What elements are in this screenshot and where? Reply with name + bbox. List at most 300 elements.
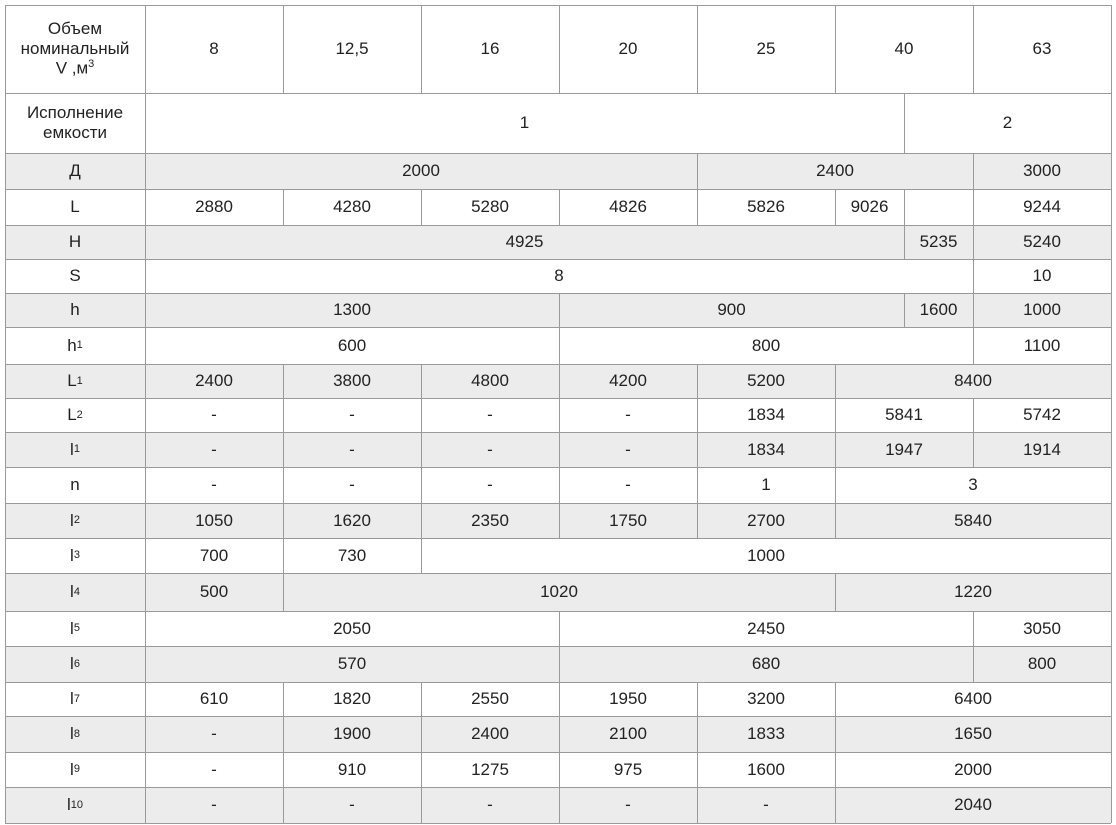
table-cell: 6400 xyxy=(954,689,992,709)
grid-hline xyxy=(5,93,1111,94)
table-cell: 900 xyxy=(717,300,746,320)
volume-header-cell: 25 xyxy=(756,39,776,59)
grid-vline xyxy=(145,93,146,153)
volume-header-cell: 63 xyxy=(1032,39,1052,59)
row-label-subscript: 1 xyxy=(76,339,83,352)
grid-vline xyxy=(145,293,146,327)
table-cell: 3200 xyxy=(747,689,785,709)
volume-header-cell: 8 xyxy=(209,39,219,59)
grid-vline xyxy=(973,327,974,364)
header-label xyxy=(5,5,145,93)
grid-vline xyxy=(973,225,974,259)
grid-vline xyxy=(1111,432,1112,467)
grid-vline xyxy=(421,752,422,787)
table-cell: 4925 xyxy=(505,232,544,252)
table-cell: 1000 xyxy=(747,545,785,565)
unit-exponent: 3 xyxy=(88,58,95,71)
table-cell: 3 xyxy=(968,475,978,495)
grid-vline xyxy=(1111,5,1112,93)
grid-vline xyxy=(421,682,422,716)
row-label xyxy=(5,93,145,153)
grid-vline xyxy=(5,611,6,646)
grid-vline xyxy=(973,432,974,467)
table-cell: 2400 xyxy=(471,724,509,744)
header-label-text xyxy=(21,19,130,78)
table-cell: - xyxy=(625,475,631,495)
volume-header-cell: 16 xyxy=(480,39,500,59)
table-cell: 1834 xyxy=(747,439,785,459)
row-label-line: Исполнение xyxy=(26,103,124,123)
row-label-text: l xyxy=(70,724,74,744)
grid-vline xyxy=(904,293,905,327)
grid-vline xyxy=(559,787,560,823)
table-cell: 600 xyxy=(337,335,367,355)
table-cell: - xyxy=(349,405,355,425)
row-label-text: H xyxy=(68,232,82,252)
grid-vline xyxy=(835,716,836,752)
grid-vline xyxy=(145,538,146,573)
table-cell: 5742 xyxy=(1023,405,1061,425)
grid-vline xyxy=(283,787,284,823)
grid-vline xyxy=(5,364,6,398)
table-cell: 5840 xyxy=(954,510,992,530)
grid-vline xyxy=(1111,467,1112,503)
grid-vline xyxy=(5,752,6,787)
table-cell: 1220 xyxy=(954,582,992,602)
volume-header-cell: 12,5 xyxy=(335,39,369,59)
table-cell: 2100 xyxy=(609,724,647,744)
header-label-line: номинальный xyxy=(20,38,130,58)
grid-vline xyxy=(973,398,974,432)
grid-vline xyxy=(1111,716,1112,752)
grid-vline xyxy=(421,364,422,398)
table-cell: 1300 xyxy=(333,300,371,320)
row-label-subscript: 1 xyxy=(73,443,80,456)
grid-hline xyxy=(5,327,1111,328)
grid-vline xyxy=(697,467,698,503)
grid-vline xyxy=(5,293,6,327)
row-label-subscript: 9 xyxy=(73,763,80,776)
table-cell: - xyxy=(349,439,355,459)
table-cell: 2000 xyxy=(954,759,992,779)
grid-vline xyxy=(1111,327,1112,364)
table-cell: - xyxy=(625,439,631,459)
table-cell: 4280 xyxy=(333,197,371,217)
grid-hline xyxy=(5,432,1111,433)
table-cell: - xyxy=(625,405,631,425)
grid-vline xyxy=(1111,153,1112,189)
grid-vline xyxy=(835,467,836,503)
table-cell: 700 xyxy=(199,545,229,565)
grid-vline xyxy=(421,467,422,503)
grid-vline xyxy=(697,503,698,538)
grid-vline xyxy=(697,398,698,432)
grid-hline xyxy=(5,611,1111,612)
grid-hline xyxy=(5,682,1111,683)
header-label-line: V $,м^3$ xyxy=(55,58,95,79)
grid-vline xyxy=(1111,93,1112,153)
table-cell: 1834 xyxy=(747,405,785,425)
grid-vline xyxy=(559,503,560,538)
grid-vline xyxy=(697,432,698,467)
grid-vline xyxy=(559,682,560,716)
grid-vline xyxy=(697,364,698,398)
row-label xyxy=(5,259,145,293)
grid-vline xyxy=(145,225,146,259)
grid-vline xyxy=(835,189,836,225)
table-cell: 2 xyxy=(1002,113,1013,133)
table-cell: 1000 xyxy=(1023,300,1061,320)
grid-vline xyxy=(145,646,146,682)
table-cell: 1100 xyxy=(1023,335,1061,355)
grid-hline xyxy=(5,153,1111,154)
grid-vline xyxy=(835,432,836,467)
row-label-text: l xyxy=(70,654,74,674)
table-cell: 5841 xyxy=(885,405,923,425)
grid-vline xyxy=(697,752,698,787)
table-cell: 1833 xyxy=(747,724,785,744)
grid-hline xyxy=(5,398,1111,399)
grid-vline xyxy=(145,432,146,467)
row-label-subscript: 2 xyxy=(73,514,80,527)
table-cell: - xyxy=(211,795,217,815)
row-label xyxy=(5,503,145,538)
row-label xyxy=(5,682,145,716)
table-cell: 500 xyxy=(199,582,229,602)
grid-vline xyxy=(5,398,6,432)
grid-vline xyxy=(421,716,422,752)
grid-vline xyxy=(5,467,6,503)
row-label xyxy=(5,432,145,467)
row-label-text: S xyxy=(69,266,81,286)
grid-vline xyxy=(5,682,6,716)
grid-vline xyxy=(421,538,422,573)
row-label xyxy=(5,538,145,573)
grid-vline xyxy=(283,752,284,787)
grid-vline xyxy=(697,682,698,716)
row-label-subscript: 7 xyxy=(73,692,80,705)
table-cell: 680 xyxy=(751,654,781,674)
grid-vline xyxy=(973,646,974,682)
grid-vline xyxy=(145,327,146,364)
grid-hline xyxy=(5,716,1111,717)
row-label-text: l xyxy=(70,582,74,602)
table-cell: 2400 xyxy=(195,371,233,391)
grid-vline xyxy=(5,503,6,538)
grid-vline xyxy=(145,503,146,538)
table-cell: 1020 xyxy=(540,582,578,602)
row-label-subscript: 8 xyxy=(73,727,80,740)
row-label-text: l xyxy=(70,618,74,638)
grid-hline xyxy=(5,225,1111,226)
table-cell: 1820 xyxy=(333,689,371,709)
table-cell: 1950 xyxy=(609,689,647,709)
table-cell: 1 xyxy=(519,113,530,133)
table-cell: 4826 xyxy=(609,197,647,217)
grid-vline xyxy=(145,573,146,611)
grid-vline xyxy=(283,682,284,716)
grid-vline xyxy=(1111,293,1112,327)
header-label-line: Объем xyxy=(47,19,103,39)
table-cell: 800 xyxy=(751,335,781,355)
grid-vline xyxy=(973,153,974,189)
table-cell: 8 xyxy=(554,266,564,286)
table-cell: 2050 xyxy=(333,618,371,638)
row-label xyxy=(5,787,145,823)
grid-vline xyxy=(421,787,422,823)
table-cell: 1914 xyxy=(1023,439,1061,459)
grid-vline xyxy=(559,646,560,682)
grid-vline xyxy=(5,225,6,259)
row-label-text: h xyxy=(67,335,77,355)
row-label-subscript: 3 xyxy=(73,549,80,562)
grid-vline xyxy=(559,716,560,752)
grid-vline xyxy=(559,327,560,364)
table-cell: 730 xyxy=(337,545,367,565)
grid-vline xyxy=(1111,611,1112,646)
table-cell: 3800 xyxy=(333,371,371,391)
grid-vline xyxy=(1111,398,1112,432)
row-label-subscript: 2 xyxy=(76,408,83,421)
grid-vline xyxy=(835,573,836,611)
grid-vline xyxy=(145,259,146,293)
table-cell: 800 xyxy=(1027,654,1057,674)
row-label xyxy=(5,611,145,646)
grid-vline xyxy=(5,787,6,823)
grid-vline xyxy=(973,5,974,93)
table-cell: 610 xyxy=(199,689,229,709)
grid-vline xyxy=(5,327,6,364)
table-cell: 2880 xyxy=(195,197,233,217)
table-cell: 1947 xyxy=(885,439,923,459)
grid-vline xyxy=(835,787,836,823)
row-label-text xyxy=(27,103,123,142)
table-cell: 2040 xyxy=(954,795,992,815)
table-cell: - xyxy=(625,795,631,815)
grid-hline xyxy=(5,189,1111,190)
grid-vline xyxy=(145,716,146,752)
grid-vline xyxy=(1111,364,1112,398)
row-label xyxy=(5,364,145,398)
table-cell: - xyxy=(487,475,493,495)
grid-vline xyxy=(283,189,284,225)
grid-vline xyxy=(973,259,974,293)
grid-vline xyxy=(421,432,422,467)
grid-vline xyxy=(1111,538,1112,573)
grid-vline xyxy=(145,787,146,823)
table-cell: 2550 xyxy=(471,689,509,709)
grid-hline xyxy=(5,538,1111,539)
row-label xyxy=(5,327,145,364)
grid-vline xyxy=(835,5,836,93)
row-label xyxy=(5,573,145,611)
grid-vline xyxy=(904,225,905,259)
volume-header-cell: 40 xyxy=(894,39,914,59)
table-cell: 910 xyxy=(337,759,367,779)
row-label xyxy=(5,752,145,787)
row-label-subscript: 5 xyxy=(73,622,80,635)
table-cell: 5200 xyxy=(747,371,785,391)
table-cell: 1600 xyxy=(747,759,785,779)
row-label xyxy=(5,225,145,259)
grid-vline xyxy=(835,364,836,398)
grid-vline xyxy=(421,398,422,432)
grid-vline xyxy=(559,467,560,503)
grid-vline xyxy=(5,573,6,611)
grid-vline xyxy=(145,398,146,432)
grid-vline xyxy=(145,364,146,398)
grid-vline xyxy=(145,682,146,716)
table-cell: 975 xyxy=(613,759,643,779)
grid-vline xyxy=(145,752,146,787)
grid-hline xyxy=(5,467,1111,468)
grid-hline xyxy=(5,5,1111,6)
table-cell: - xyxy=(211,439,217,459)
row-label-text: l xyxy=(70,545,74,565)
table-cell: 570 xyxy=(337,654,367,674)
volume-header-cell: 20 xyxy=(618,39,638,59)
table-cell: 2000 xyxy=(402,161,440,181)
grid-vline xyxy=(5,153,6,189)
grid-vline xyxy=(283,432,284,467)
table-cell: 5240 xyxy=(1023,232,1061,252)
grid-vline xyxy=(835,503,836,538)
row-label xyxy=(5,153,145,189)
grid-vline xyxy=(5,646,6,682)
row-label-line: емкости xyxy=(42,123,107,142)
table-cell: 4800 xyxy=(471,371,509,391)
table-cell: 5826 xyxy=(747,197,785,217)
grid-vline xyxy=(283,716,284,752)
grid-vline xyxy=(5,432,6,467)
grid-vline xyxy=(835,682,836,716)
grid-hline xyxy=(5,752,1111,753)
row-label xyxy=(5,646,145,682)
grid-vline xyxy=(5,538,6,573)
grid-vline xyxy=(421,5,422,93)
grid-vline xyxy=(145,153,146,189)
row-label-subscript: 1 xyxy=(76,374,83,387)
row-label-text: h xyxy=(70,300,80,320)
table-cell: 1620 xyxy=(333,510,371,530)
grid-vline xyxy=(5,189,6,225)
table-cell: 8400 xyxy=(954,371,992,391)
grid-vline xyxy=(421,503,422,538)
grid-vline xyxy=(283,398,284,432)
table-cell: - xyxy=(211,724,217,744)
table-cell: 9026 xyxy=(850,197,889,217)
grid-vline xyxy=(5,5,6,93)
table-cell: 2400 xyxy=(816,161,854,181)
grid-vline xyxy=(5,93,6,153)
grid-vline xyxy=(973,293,974,327)
table-cell: 1600 xyxy=(919,300,958,320)
table-cell: - xyxy=(211,475,217,495)
grid-vline xyxy=(283,503,284,538)
table-cell: 1900 xyxy=(333,724,371,744)
grid-vline xyxy=(283,467,284,503)
grid-vline xyxy=(283,573,284,611)
grid-vline xyxy=(559,398,560,432)
grid-vline xyxy=(5,259,6,293)
row-label-text: l xyxy=(70,759,74,779)
row-label-subscript: 6 xyxy=(73,657,80,670)
row-label-subscript: 10 xyxy=(70,798,84,811)
table-cell: 1650 xyxy=(954,724,992,744)
grid-vline xyxy=(559,364,560,398)
row-label xyxy=(5,467,145,503)
grid-vline xyxy=(835,752,836,787)
grid-vline xyxy=(835,398,836,432)
grid-vline xyxy=(145,5,146,93)
grid-vline xyxy=(1111,259,1112,293)
grid-vline xyxy=(145,467,146,503)
table-cell: - xyxy=(487,405,493,425)
row-label-subscript: 4 xyxy=(73,585,80,598)
table-cell: 9244 xyxy=(1023,197,1061,217)
grid-vline xyxy=(1111,646,1112,682)
grid-vline xyxy=(1111,189,1112,225)
table-cell: 1 xyxy=(761,475,771,495)
grid-hline xyxy=(5,787,1111,788)
table-cell: 5235 xyxy=(919,232,958,252)
grid-vline xyxy=(421,189,422,225)
table-cell: 1050 xyxy=(195,510,233,530)
grid-vline xyxy=(559,752,560,787)
grid-vline xyxy=(697,787,698,823)
table-cell: 3000 xyxy=(1023,161,1061,181)
table-cell: 5280 xyxy=(471,197,509,217)
table-cell: 2450 xyxy=(747,618,785,638)
grid-vline xyxy=(559,189,560,225)
grid-vline xyxy=(283,538,284,573)
table-cell: - xyxy=(211,759,217,779)
row-label-text: Д xyxy=(69,161,81,181)
grid-vline xyxy=(1111,787,1112,823)
grid-vline xyxy=(1111,752,1112,787)
table-cell: 1275 xyxy=(471,759,509,779)
table-cell: - xyxy=(487,795,493,815)
grid-vline xyxy=(697,716,698,752)
grid-vline xyxy=(5,716,6,752)
grid-hline xyxy=(5,364,1111,365)
table-cell: - xyxy=(349,475,355,495)
table-cell: 4200 xyxy=(609,371,647,391)
row-label-text: L xyxy=(67,371,77,391)
grid-vline xyxy=(697,5,698,93)
grid-vline xyxy=(1111,682,1112,716)
grid-hline xyxy=(5,646,1111,647)
table-cell: 2700 xyxy=(747,510,785,530)
grid-vline xyxy=(559,293,560,327)
grid-vline xyxy=(1111,503,1112,538)
row-label-text: l xyxy=(70,439,74,459)
grid-vline xyxy=(973,189,974,225)
grid-vline xyxy=(559,432,560,467)
grid-vline xyxy=(283,5,284,93)
grid-hline xyxy=(5,259,1111,260)
grid-vline xyxy=(697,189,698,225)
table-cell: - xyxy=(349,795,355,815)
grid-hline xyxy=(5,823,1111,824)
table-cell: - xyxy=(211,405,217,425)
table-cell: 10 xyxy=(1032,266,1052,286)
grid-vline xyxy=(904,189,905,225)
row-label-text: L xyxy=(67,405,77,425)
row-label-text: l xyxy=(70,689,74,709)
table-cell: 3050 xyxy=(1023,618,1061,638)
grid-vline xyxy=(145,611,146,646)
